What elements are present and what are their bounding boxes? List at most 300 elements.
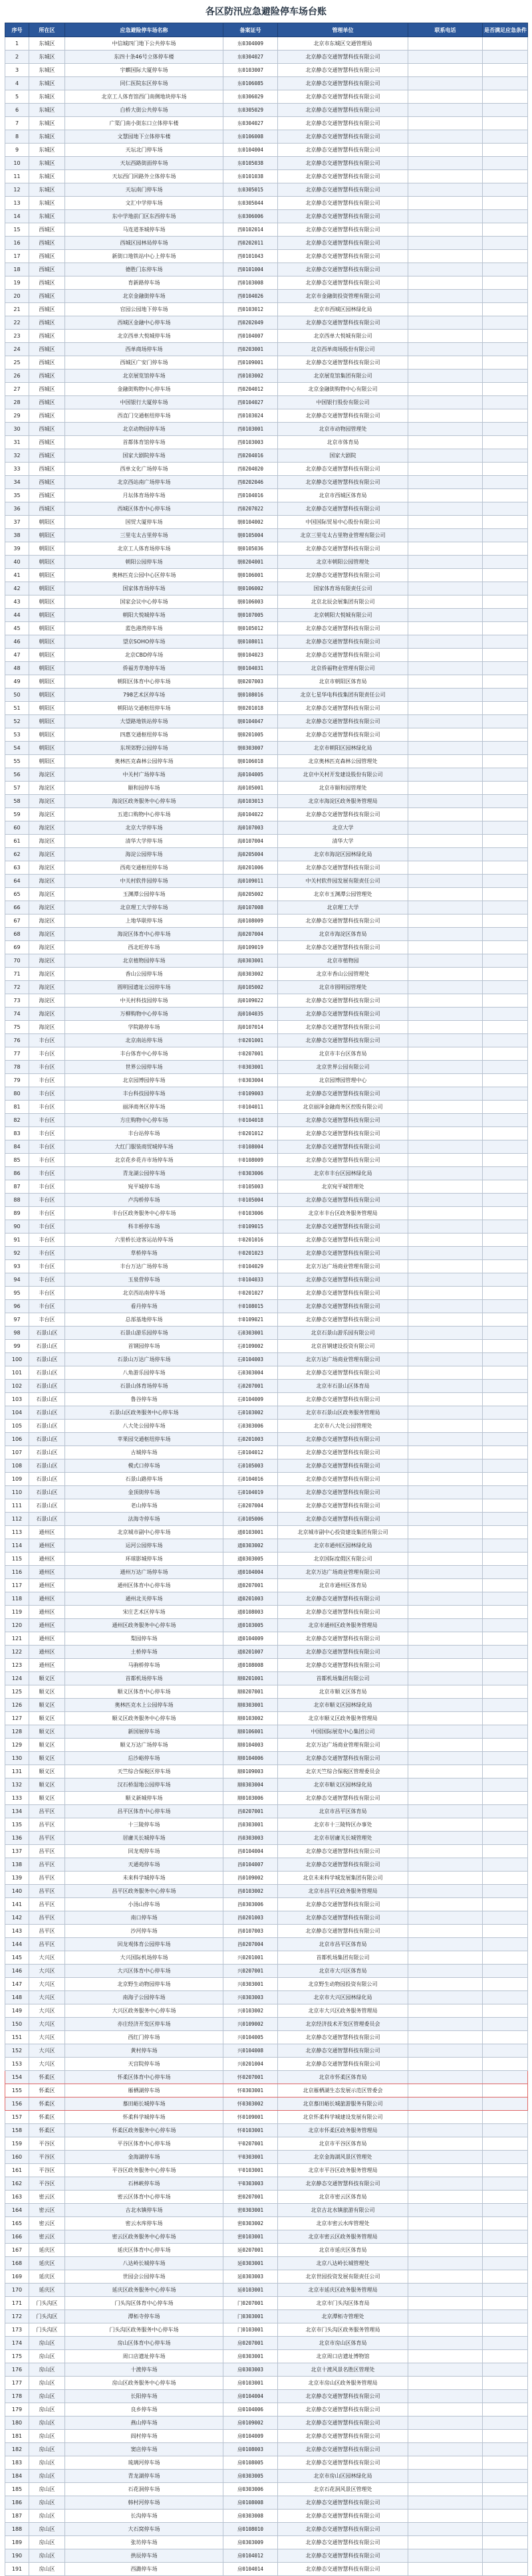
row-district: 石景山区 (29, 1380, 65, 1393)
table-row (5, 1632, 528, 1646)
row-index: 147 (5, 1978, 29, 1991)
row-record-no: 昌0107003 (223, 1925, 278, 1938)
table-row (5, 223, 528, 237)
row-emergency-flag (483, 1273, 528, 1287)
row-emergency-flag (483, 2124, 528, 2137)
row-record-no: 通0108008 (223, 1659, 278, 1672)
row-phone (408, 2018, 483, 2031)
row-index: 68 (5, 928, 29, 941)
row-emergency-flag (483, 316, 528, 330)
row-emergency-flag (483, 197, 528, 210)
row-lot-name: 广渠门南小街东口立体停车楼 (65, 117, 223, 130)
row-manager: 北京静态交通智慧科技有限公司 (278, 144, 408, 157)
row-emergency-flag (483, 662, 528, 675)
row-index: 172 (5, 2310, 29, 2323)
row-phone (408, 449, 483, 463)
row-manager: 北京市通州区体育局 (278, 1579, 408, 1592)
row-manager: 北京静态交通智慧科技有限公司 (278, 356, 408, 370)
row-manager: 北京静态交通智慧科技有限公司 (278, 1366, 408, 1380)
row-phone (408, 1047, 483, 1061)
row-lot-name: 昌平区政务服务中心停车场 (65, 1885, 223, 1898)
row-district: 大兴区 (29, 2004, 65, 2018)
row-district: 顺义区 (29, 1752, 65, 1765)
row-lot-name: 西单商场停车场 (65, 343, 223, 356)
row-lot-name: 后沙峪停车场 (65, 1752, 223, 1765)
row-phone (408, 1353, 483, 1366)
row-district: 东城区 (29, 37, 65, 51)
row-record-no: 房0104004 (223, 2390, 278, 2403)
row-index: 146 (5, 1965, 29, 1978)
row-manager: 北京静态交通智慧科技有限公司 (278, 1433, 408, 1446)
header-record-no: 备案证号 (223, 23, 278, 37)
row-phone (408, 1287, 483, 1300)
row-emergency-flag (483, 1353, 528, 1366)
row-emergency-flag (483, 835, 528, 848)
table-row (5, 2164, 528, 2177)
table-row (5, 170, 528, 183)
row-manager: 北京市香山公园管理处 (278, 968, 408, 981)
row-index: 112 (5, 1513, 29, 1526)
row-index: 168 (5, 2257, 29, 2270)
row-emergency-flag (483, 37, 528, 51)
row-emergency-flag (483, 1167, 528, 1180)
row-phone (408, 1872, 483, 1885)
row-phone (408, 1646, 483, 1659)
row-district: 东城区 (29, 210, 65, 223)
row-lot-name: 顺义区体育中心停车场 (65, 1685, 223, 1699)
row-manager: 北京静态交通智慧科技有限公司 (278, 2058, 408, 2071)
row-record-no: 朝0106001 (223, 569, 278, 582)
table-row (5, 463, 528, 476)
row-lot-name: 大兴区体育中心停车场 (65, 1965, 223, 1978)
row-manager: 北京石景山游乐园有限公司 (278, 1327, 408, 1340)
table-row (5, 861, 528, 875)
row-district: 顺义区 (29, 1672, 65, 1685)
row-index: 45 (5, 622, 29, 635)
row-district: 昌平区 (29, 1805, 65, 1818)
row-district: 海淀区 (29, 821, 65, 835)
row-manager: 北京静态交通智慧科技有限公司 (278, 502, 408, 516)
row-district: 石景山区 (29, 1340, 65, 1353)
row-manager: 北京万达广场商业管理有限公司 (278, 1739, 408, 1752)
row-phone (408, 1592, 483, 1606)
table-row (5, 635, 528, 649)
row-record-no: 东0304009 (223, 37, 278, 51)
row-phone (408, 1553, 483, 1566)
table-row (5, 782, 528, 795)
row-index: 175 (5, 2350, 29, 2363)
row-emergency-flag (483, 1832, 528, 1845)
row-emergency-flag (483, 1220, 528, 1234)
table-row (5, 1553, 528, 1566)
row-district: 顺义区 (29, 1699, 65, 1712)
row-index: 62 (5, 848, 29, 861)
row-lot-name: 顺义区政务服务中心停车场 (65, 1712, 223, 1725)
table-row (5, 2496, 528, 2510)
row-district: 石景山区 (29, 1366, 65, 1380)
row-lot-name: 昌平区体育中心停车场 (65, 1805, 223, 1818)
row-lot-name: 798艺术区停车场 (65, 689, 223, 702)
row-index: 105 (5, 1420, 29, 1433)
row-record-no: 朝0204001 (223, 556, 278, 569)
row-lot-name: 方庄购物中心停车场 (65, 1114, 223, 1127)
row-index: 108 (5, 1459, 29, 1473)
row-district: 海淀区 (29, 968, 65, 981)
row-phone (408, 1845, 483, 1858)
row-lot-name: 北京动物园停车场 (65, 423, 223, 436)
row-index: 35 (5, 489, 29, 502)
row-lot-name: 首钢园停车场 (65, 1340, 223, 1353)
row-lot-name: 蓝色港湾停车场 (65, 622, 223, 635)
row-record-no: 通0207001 (223, 1579, 278, 1592)
row-manager: 北京市昌平区体育局 (278, 1938, 408, 1951)
row-record-no: 西0202046 (223, 476, 278, 489)
row-record-no: 房0104014 (223, 2563, 278, 2576)
table-row (5, 1420, 528, 1433)
row-record-no: 丰0109021 (223, 1313, 278, 1327)
row-emergency-flag (483, 1579, 528, 1592)
table-row (5, 1194, 528, 1207)
table-row (5, 1539, 528, 1553)
row-district: 大兴区 (29, 1951, 65, 1965)
row-record-no: 通0103001 (223, 1526, 278, 1539)
row-emergency-flag (483, 1885, 528, 1898)
row-district: 顺义区 (29, 1725, 65, 1739)
row-record-no: 丰0303004 (223, 1074, 278, 1087)
row-district: 西城区 (29, 463, 65, 476)
row-index: 44 (5, 609, 29, 622)
row-record-no: 门0103001 (223, 2323, 278, 2337)
row-manager: 北京市房山区政务服务管理局 (278, 2377, 408, 2390)
row-phone (408, 582, 483, 595)
row-lot-name: 八达岭长城停车场 (65, 2257, 223, 2270)
row-record-no: 平0103001 (223, 2164, 278, 2177)
row-lot-name: 香山公园停车场 (65, 968, 223, 981)
row-lot-name: 模式口停车场 (65, 1459, 223, 1473)
page-title: 各区防汛应急避险停车场台账 (205, 7, 327, 17)
row-district: 通州区 (29, 1539, 65, 1553)
row-phone (408, 2377, 483, 2390)
row-emergency-flag (483, 1911, 528, 1925)
row-district: 延庆区 (29, 2257, 65, 2270)
row-manager: 北京静态交通智慧科技有限公司 (278, 2563, 408, 2576)
row-emergency-flag (483, 210, 528, 223)
row-lot-name: 回龙观停车场 (65, 1845, 223, 1858)
row-district: 大兴区 (29, 2018, 65, 2031)
row-record-no: 门0207001 (223, 2297, 278, 2310)
row-manager: 北京静态交通智慧科技有限公司 (278, 914, 408, 928)
row-record-no: 昌0207001 (223, 1805, 278, 1818)
row-lot-name: 顺义万达广场停车场 (65, 1739, 223, 1752)
row-record-no: 朝0104002 (223, 516, 278, 529)
row-lot-name: 宇麒国际大厦停车场 (65, 64, 223, 77)
row-emergency-flag (483, 1978, 528, 1991)
row-index: 151 (5, 2031, 29, 2044)
row-index: 77 (5, 1047, 29, 1061)
row-phone (408, 928, 483, 941)
row-lot-name: 宋庄艺术区停车场 (65, 1606, 223, 1619)
row-lot-name: 亦庄经济开发区停车场 (65, 2018, 223, 2031)
row-lot-name: 阎村停车场 (65, 2430, 223, 2443)
row-phone (408, 90, 483, 104)
row-phone (408, 808, 483, 821)
table-row (5, 569, 528, 582)
row-manager: 北京市石景山区政务服务管理局 (278, 1406, 408, 1420)
row-district: 西城区 (29, 303, 65, 316)
row-manager: 北京市丰台区体育局 (278, 1047, 408, 1061)
row-index: 163 (5, 2191, 29, 2204)
table-row (5, 1911, 528, 1925)
row-phone (408, 901, 483, 914)
row-phone (408, 981, 483, 994)
row-district: 丰台区 (29, 1313, 65, 1327)
row-index: 158 (5, 2124, 29, 2137)
row-manager: 北京静态交通智慧科技有限公司 (278, 1499, 408, 1513)
row-emergency-flag (483, 356, 528, 370)
row-record-no: 东0106085 (223, 77, 278, 90)
row-lot-name: 东坝郊野公园停车场 (65, 742, 223, 755)
row-index: 109 (5, 1473, 29, 1486)
row-index: 29 (5, 409, 29, 423)
row-index: 1 (5, 37, 29, 51)
row-manager: 北京静态交通智慧科技有限公司 (278, 1194, 408, 1207)
row-emergency-flag (483, 622, 528, 635)
row-index: 31 (5, 436, 29, 449)
row-manager: 北京万达广场商业管理有限公司 (278, 1353, 408, 1366)
row-phone (408, 2058, 483, 2071)
table-row (5, 1101, 528, 1114)
row-lot-name: 通州万达广场停车场 (65, 1566, 223, 1579)
row-district: 昌平区 (29, 1885, 65, 1898)
row-emergency-flag (483, 1061, 528, 1074)
row-emergency-flag (483, 609, 528, 622)
row-manager: 中国国际展览中心集团公司 (278, 1725, 408, 1739)
row-district: 海淀区 (29, 1008, 65, 1021)
row-index: 22 (5, 316, 29, 330)
row-record-no: 丰0108015 (223, 1300, 278, 1313)
row-phone (408, 994, 483, 1008)
row-manager: 北京西单大悦城有限公司 (278, 330, 408, 343)
table-row (5, 2018, 528, 2031)
row-index: 83 (5, 1127, 29, 1140)
table-row (5, 1885, 528, 1898)
row-emergency-flag (483, 463, 528, 476)
header-lot-name: 应急避险停车场名称 (65, 23, 223, 37)
table-row (5, 1380, 528, 1393)
row-lot-name: 老山停车场 (65, 1499, 223, 1513)
row-index: 182 (5, 2443, 29, 2456)
row-phone (408, 51, 483, 64)
row-district: 石景山区 (29, 1446, 65, 1459)
row-index: 150 (5, 2018, 29, 2031)
row-index: 43 (5, 595, 29, 609)
row-index: 11 (5, 170, 29, 183)
table-row (5, 77, 528, 90)
row-manager: 北京市丰台区政务服务管理局 (278, 1207, 408, 1220)
table-row (5, 1925, 528, 1938)
row-district: 通州区 (29, 1579, 65, 1592)
table-row (5, 914, 528, 928)
table-row (5, 316, 528, 330)
row-lot-name: 月坛体育场停车场 (65, 489, 223, 502)
row-emergency-flag (483, 728, 528, 742)
row-index: 57 (5, 782, 29, 795)
row-manager: 北京市顺义区政务服务管理局 (278, 1712, 408, 1725)
row-emergency-flag (483, 117, 528, 130)
row-emergency-flag (483, 2084, 528, 2097)
row-phone (408, 2549, 483, 2563)
row-lot-name: 马连道茶城停车场 (65, 223, 223, 237)
row-manager: 北京三里屯太古里物业管理有限公司 (278, 529, 408, 542)
row-emergency-flag (483, 1991, 528, 2004)
row-district: 丰台区 (29, 1287, 65, 1300)
row-phone (408, 1951, 483, 1965)
row-phone (408, 1659, 483, 1672)
row-manager: 北京静态交通智慧科技有限公司 (278, 2403, 408, 2416)
row-phone (408, 197, 483, 210)
row-index: 145 (5, 1951, 29, 1965)
row-lot-name: 潭柘寺停车场 (65, 2310, 223, 2323)
row-phone (408, 2031, 483, 2044)
row-manager: 北京静态交通智慧科技有限公司 (278, 276, 408, 290)
row-manager: 北京静态交通智慧科技有限公司 (278, 1114, 408, 1127)
row-emergency-flag (483, 582, 528, 595)
row-district: 丰台区 (29, 1194, 65, 1207)
row-manager: 北京静态交通智慧科技有限公司 (278, 1127, 408, 1140)
row-emergency-flag (483, 768, 528, 782)
row-district: 怀柔区 (29, 2124, 65, 2137)
row-phone (408, 370, 483, 383)
row-emergency-flag (483, 928, 528, 941)
row-emergency-flag (483, 2310, 528, 2323)
row-district: 海淀区 (29, 861, 65, 875)
row-manager: 北京静态交通智慧科技有限公司 (278, 2031, 408, 2044)
row-phone (408, 263, 483, 276)
row-district: 朝阳区 (29, 675, 65, 689)
row-manager: 北京静态交通智慧科技有限公司 (278, 237, 408, 250)
row-emergency-flag (483, 1300, 528, 1313)
row-manager: 北京静态交通智慧科技有限公司 (278, 1592, 408, 1606)
row-record-no: 石0104012 (223, 1446, 278, 1459)
table-row (5, 1247, 528, 1260)
row-district: 海淀区 (29, 901, 65, 914)
row-district: 房山区 (29, 2496, 65, 2510)
row-emergency-flag (483, 1287, 528, 1300)
row-phone (408, 1127, 483, 1140)
row-phone (408, 1566, 483, 1579)
row-district: 房山区 (29, 2377, 65, 2390)
row-index: 180 (5, 2416, 29, 2430)
row-district: 海淀区 (29, 808, 65, 821)
table-row (5, 1499, 528, 1513)
row-lot-name: 北京西单大悦城停车场 (65, 330, 223, 343)
row-lot-name: 长阳停车场 (65, 2390, 223, 2403)
row-record-no: 密0303001 (223, 2204, 278, 2217)
row-emergency-flag (483, 1685, 528, 1699)
row-lot-name: 世园会公园停车场 (65, 2270, 223, 2284)
row-lot-name: 西北旺停车场 (65, 941, 223, 954)
row-record-no: 兴0104008 (223, 2044, 278, 2058)
row-emergency-flag (483, 994, 528, 1008)
row-record-no: 密0207001 (223, 2191, 278, 2204)
row-district: 西城区 (29, 223, 65, 237)
row-phone (408, 1180, 483, 1194)
row-manager: 北京静态交通智慧科技有限公司 (278, 1234, 408, 1247)
row-record-no: 房0303003 (223, 2363, 278, 2377)
row-manager: 北京市体育局 (278, 436, 408, 449)
row-lot-name: 门头沟区体育中心停车场 (65, 2297, 223, 2310)
row-record-no: 昌0207004 (223, 1938, 278, 1951)
row-lot-name: 慕田峪长城停车场 (65, 2097, 223, 2111)
row-index: 25 (5, 356, 29, 370)
row-emergency-flag (483, 2430, 528, 2443)
row-phone (408, 77, 483, 90)
row-record-no: 西0103024 (223, 409, 278, 423)
row-index: 85 (5, 1154, 29, 1167)
row-index: 26 (5, 370, 29, 383)
row-index: 130 (5, 1752, 29, 1765)
row-phone (408, 1101, 483, 1114)
row-lot-name: 通州区体育中心停车场 (65, 1579, 223, 1592)
row-manager: 北京静态交通智慧科技有限公司 (278, 104, 408, 117)
row-index: 50 (5, 689, 29, 702)
row-lot-name: 国家会议中心停车场 (65, 595, 223, 609)
row-phone (408, 1965, 483, 1978)
row-district: 丰台区 (29, 1061, 65, 1074)
row-index: 119 (5, 1606, 29, 1619)
row-record-no: 房0108005 (223, 2456, 278, 2470)
row-phone (408, 2071, 483, 2084)
table-row (5, 1858, 528, 1872)
row-index: 8 (5, 130, 29, 144)
row-index: 51 (5, 702, 29, 715)
row-district: 朝阳区 (29, 662, 65, 675)
row-manager: 北京市房山区园林绿化局 (278, 2470, 408, 2483)
row-record-no: 海0205002 (223, 888, 278, 901)
row-record-no: 西0204012 (223, 383, 278, 396)
row-emergency-flag (483, 502, 528, 516)
row-phone (408, 675, 483, 689)
row-phone (408, 609, 483, 622)
row-district: 西城区 (29, 290, 65, 303)
row-phone (408, 237, 483, 250)
table-row (5, 130, 528, 144)
row-index: 144 (5, 1938, 29, 1951)
row-index: 39 (5, 542, 29, 556)
row-district: 昌平区 (29, 1911, 65, 1925)
row-district: 房山区 (29, 2443, 65, 2456)
row-index: 116 (5, 1566, 29, 1579)
row-record-no: 海0201006 (223, 861, 278, 875)
row-phone (408, 2430, 483, 2443)
row-district: 东城区 (29, 104, 65, 117)
row-index: 4 (5, 77, 29, 90)
row-lot-name: 颐和园停车场 (65, 782, 223, 795)
row-record-no: 朝0105036 (223, 542, 278, 556)
row-record-no: 海0104022 (223, 808, 278, 821)
row-manager: 北京静态交通智慧科技有限公司 (278, 476, 408, 489)
row-record-no: 兴0103002 (223, 2004, 278, 2018)
row-lot-name: 总部基地停车场 (65, 1313, 223, 1327)
table-row (5, 1074, 528, 1087)
table-row (5, 1366, 528, 1380)
row-record-no: 平0303001 (223, 2151, 278, 2164)
row-manager: 中国国际贸易中心股份有限公司 (278, 516, 408, 529)
table-row (5, 1313, 528, 1327)
row-lot-name: 梨园停车场 (65, 1632, 223, 1646)
table-row (5, 1778, 528, 1792)
row-emergency-flag (483, 1127, 528, 1140)
